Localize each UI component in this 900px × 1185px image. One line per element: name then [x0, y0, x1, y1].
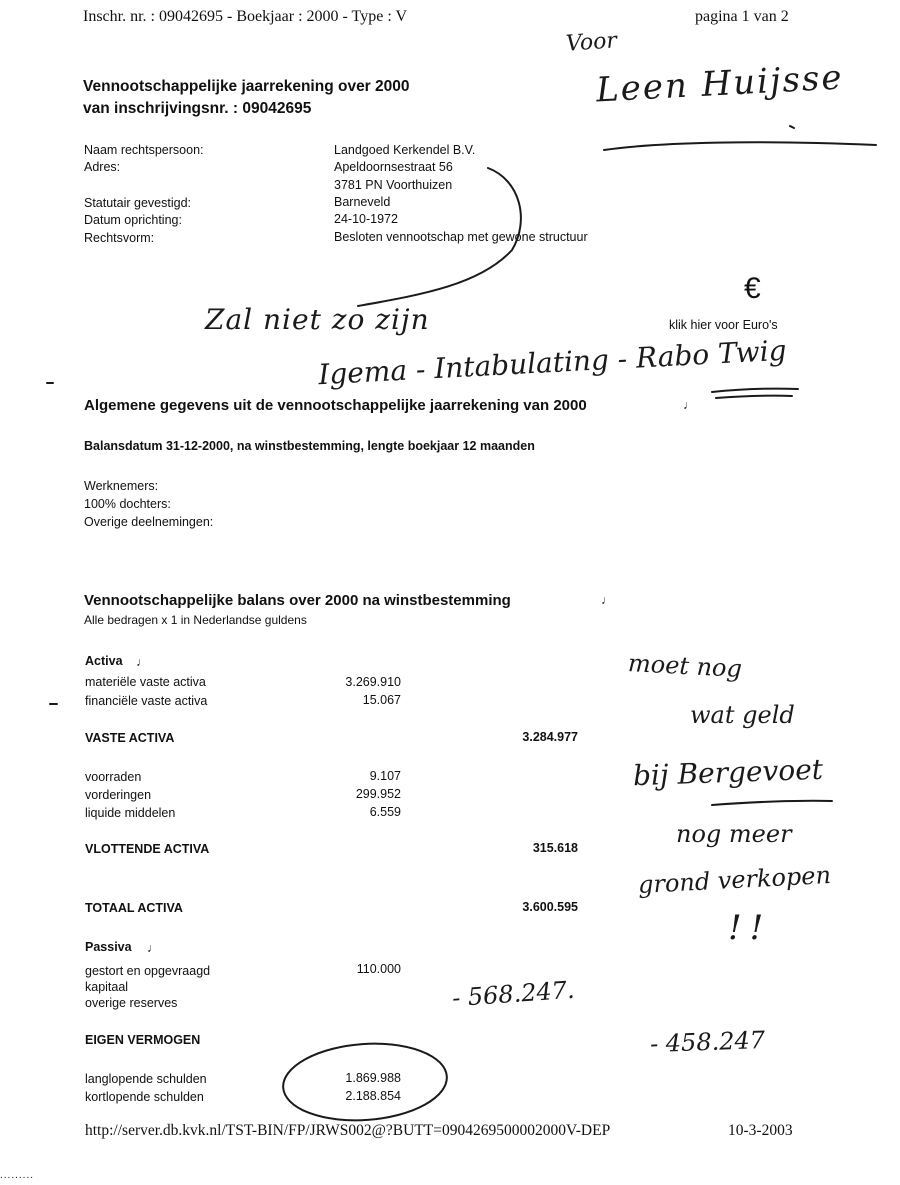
field-label-founded: Datum oprichting:: [84, 213, 182, 227]
passiva-heading: Passiva: [85, 940, 132, 954]
totaal-activa-value: 3.600.595: [522, 900, 578, 914]
employees-label: Werknemers:: [84, 479, 159, 493]
row-value-cash: 6.559: [369, 805, 401, 819]
activa-heading: Activa: [85, 654, 123, 668]
row-label-tangible: materiële vaste activa: [85, 675, 206, 689]
document-title-line1: Vennootschappelijke jaarrekening over 2000: [83, 78, 410, 95]
bergevoet-underline-stroke: [712, 801, 832, 805]
field-label-name: Naam rechtspersoon:: [84, 143, 204, 157]
row-value-capital: 110.000: [356, 962, 401, 976]
handwriting-note-line6: !!: [728, 908, 772, 948]
handwriting-note-line1: moet nog: [627, 649, 743, 683]
info-icon[interactable]: ♩: [136, 655, 148, 669]
handwriting-voor: Voor: [565, 28, 618, 57]
vaste-activa-label: VASTE ACTIVA: [85, 731, 175, 745]
subsidiaries-label: 100% dochters:: [84, 497, 171, 511]
field-label-address: Adres:: [84, 160, 121, 174]
euro-link[interactable]: klik hier voor Euro's: [669, 318, 778, 332]
registration-line: Inschr. nr. : 09042695 - Boekjaar : 2000 - Type : V: [83, 8, 408, 25]
info-icon[interactable]: ♩: [601, 593, 613, 607]
vaste-activa-value: 3.284.977: [522, 730, 578, 744]
row-value-long-debt: 1.869.988: [345, 1071, 401, 1085]
row-label-long-debt: langlopende schulden: [85, 1072, 207, 1086]
handwriting-reserves-note: - 568.247.: [451, 975, 576, 1013]
field-value-founded: 24-10-1972: [334, 212, 398, 226]
row-value-tangible: 3.269.910: [345, 675, 401, 689]
document-title-line2: van inschrijvingsnr. : 09042695: [83, 100, 312, 117]
balance-date: Balansdatum 31-12-2000, na winstbestemming, lengte boekjaar 12 maanden: [84, 439, 535, 453]
footer-url[interactable]: http://server.db.kvk.nl/TST-BIN/FP/JRWS002@?BUTT=0904269500002000V-DEP: [85, 1122, 611, 1139]
general-section-title: Algemene gegevens uit de vennootschappelijke jaarrekening van 2000: [84, 397, 587, 414]
info-icon[interactable]: ♩: [683, 398, 695, 412]
name-tick-stroke: [790, 126, 794, 128]
participations-label: Overige deelnemingen:: [84, 515, 214, 529]
row-value-stock: 9.107: [369, 769, 401, 783]
field-value-legal-form: Besloten vennootschap met gewone structuur: [334, 230, 588, 244]
rabo-underline-stroke-2: [716, 396, 792, 398]
row-value-short-debt: 2.188.854: [345, 1089, 401, 1103]
handwriting-name: Leen Huijsse: [595, 57, 845, 111]
row-label-short-debt: kortlopende schulden: [85, 1090, 204, 1104]
handwriting-note-line3: bij Bergevoet: [632, 752, 824, 793]
handwriting-note-igema: Igema - Intabulating - Rabo Twig: [317, 333, 788, 392]
field-label-seat: Statutair gevestigd:: [84, 196, 192, 210]
field-value-address-street: Apeldoornsestraat 56: [334, 160, 453, 174]
field-value-name: Landgoed Kerkendel B.V.: [334, 143, 476, 157]
row-label-reserves: overige reserves: [85, 996, 178, 1010]
eigen-vermogen-label: EIGEN VERMOGEN: [85, 1033, 201, 1047]
name-underline-stroke: [604, 142, 876, 150]
euro-icon[interactable]: €: [744, 272, 761, 305]
page-indicator: pagina 1 van 2: [695, 8, 789, 25]
handwriting-note-line2: wat geld: [690, 701, 795, 729]
field-label-legal-form: Rechtsvorm:: [84, 231, 155, 245]
row-value-financial: 15.067: [362, 693, 401, 707]
handwriting-ev-note: - 458.247: [649, 1026, 766, 1058]
info-icon[interactable]: ♩: [147, 941, 159, 955]
handwriting-note-line5: grond verkopen: [637, 860, 832, 900]
handwriting-note-line4: nog meer: [676, 820, 792, 848]
row-label-stock: voorraden: [85, 770, 142, 784]
vlottende-activa-label: VLOTTENDE ACTIVA: [85, 842, 210, 856]
rabo-underline-stroke: [712, 389, 798, 392]
vlottende-activa-value: 315.618: [532, 841, 578, 855]
row-label-receivables: vorderingen: [85, 788, 152, 802]
handwriting-note-zal-niet: Zal niet zo zijn: [205, 303, 430, 336]
row-value-receivables: 299.952: [355, 787, 401, 801]
field-value-seat: Barneveld: [334, 195, 391, 209]
field-value-address-city: 3781 PN Voorthuizen: [334, 178, 453, 192]
footer-date: 10-3-2003: [728, 1122, 793, 1139]
balance-subtitle: Alle bedragen x 1 in Nederlandse guldens: [84, 613, 307, 627]
row-label-capital: gestort en opgevraagd kapitaal: [85, 964, 211, 994]
balance-section-title: Vennootschappelijke balans over 2000 na winstbestemming: [84, 592, 511, 609]
bottom-dots: .........: [0, 1170, 35, 1181]
row-label-cash: liquide middelen: [85, 806, 176, 820]
totaal-activa-label: TOTAAL ACTIVA: [85, 901, 183, 915]
row-label-financial: financiële vaste activa: [85, 694, 208, 708]
